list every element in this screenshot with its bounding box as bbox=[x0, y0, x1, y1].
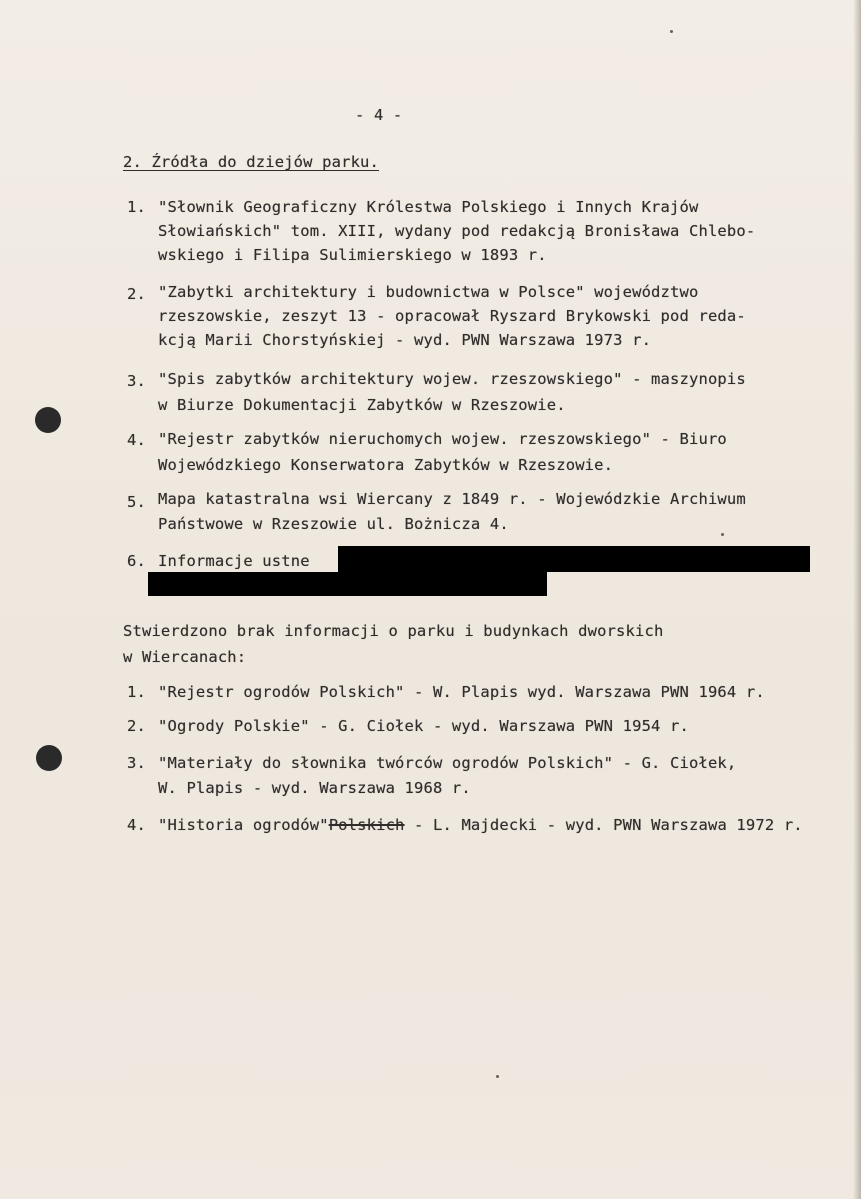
source-line: Mapa katastralna wsi Wiercany z 1849 r. - Wojewódzkie Archiwum bbox=[158, 490, 746, 508]
source-line: rzeszowskie, zeszyt 13 - opracował Ryszard Brykowski pod reda- bbox=[158, 307, 746, 325]
paper-speck bbox=[721, 533, 724, 536]
punch-hole-top bbox=[35, 407, 61, 433]
struck-through-word: Polskich bbox=[328, 816, 405, 834]
absence-statement-line: Stwierdzono brak informacji o parku i budynkach dworskich bbox=[123, 622, 664, 640]
redaction-bar bbox=[338, 546, 810, 572]
source-number: 1. bbox=[127, 198, 146, 216]
punch-hole-bottom bbox=[36, 745, 62, 771]
source-line: Państwowe w Rzeszowie ul. Bożnicza 4. bbox=[158, 515, 509, 533]
missing-source-line: "Materiały do słownika twórców ogrodów Polskich" - G. Ciołek, bbox=[158, 754, 737, 772]
paper-speck bbox=[670, 30, 673, 33]
missing-source-number: 4. bbox=[127, 816, 146, 834]
source-line: wskiego i Filipa Sulimierskiego w 1893 r. bbox=[158, 246, 547, 264]
absence-statement-line: w Wiercanach: bbox=[123, 648, 247, 666]
missing-source-line: "Ogrody Polskie" - G. Ciołek - wyd. Warszawa PWN 1954 r. bbox=[158, 717, 689, 735]
paper-speck bbox=[496, 1075, 499, 1078]
redaction-bar bbox=[148, 572, 547, 596]
source-line: "Zabytki architektury i budownictwa w Polsce" województwo bbox=[158, 283, 699, 301]
missing-source-details: - L. Majdecki - wyd. PWN Warszawa 1972 r. bbox=[404, 816, 803, 834]
source-line: Informacje ustne bbox=[158, 552, 310, 570]
source-line: "Rejestr zabytków nieruchomych wojew. rzeszowskiego" - Biuro bbox=[158, 430, 727, 448]
missing-source-title: "Historia ogrodów" bbox=[158, 816, 329, 834]
source-line: "Spis zabytków architektury wojew. rzeszowskiego" - maszynopis bbox=[158, 370, 746, 388]
missing-source-number: 2. bbox=[127, 717, 146, 735]
source-line: "Słownik Geograficzny Królestwa Polskiego i Innych Krajów bbox=[158, 198, 699, 216]
missing-source-line bbox=[158, 816, 803, 834]
source-number: 3. bbox=[127, 372, 146, 390]
source-number: 4. bbox=[127, 431, 146, 449]
source-line: Wojewódzkiego Konserwatora Zabytków w Rzeszowie. bbox=[158, 456, 614, 474]
missing-source-line: "Rejestr ogrodów Polskich" - W. Plapis wyd. Warszawa PWN 1964 r. bbox=[158, 683, 765, 701]
source-line: kcją Marii Chorstyńskiej - wyd. PWN Warszawa 1973 r. bbox=[158, 331, 652, 349]
source-number: 5. bbox=[127, 493, 146, 511]
missing-source-line: W. Plapis - wyd. Warszawa 1968 r. bbox=[158, 779, 471, 797]
source-line: Słowiańskich" tom. XIII, wydany pod redakcją Bronisława Chlebo- bbox=[158, 222, 756, 240]
missing-source-number: 3. bbox=[127, 754, 146, 772]
page-number: - 4 - bbox=[355, 106, 403, 124]
source-number: 2. bbox=[127, 285, 146, 303]
section-heading: 2. Źródła do dziejów parku. bbox=[123, 153, 380, 171]
source-line: w Biurze Dokumentacji Zabytków w Rzeszowie. bbox=[158, 396, 566, 414]
source-number: 6. bbox=[127, 552, 146, 570]
missing-source-number: 1. bbox=[127, 683, 146, 701]
